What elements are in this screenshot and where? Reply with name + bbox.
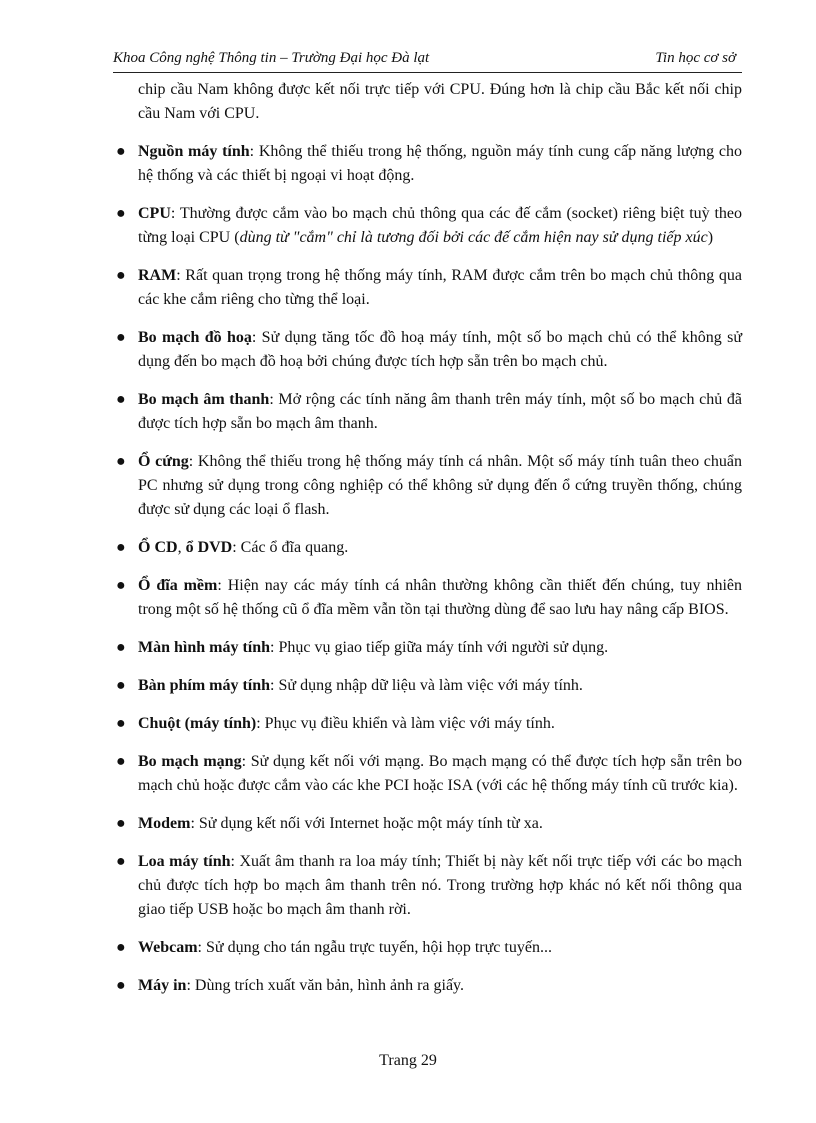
item-term: CPU <box>138 205 171 222</box>
item-desc: : Hiện nay các máy tính cá nhân thường không cần thiết đến chúng, tuy nhiên trong một số hệ thống cũ ổ đĩa mềm vẫn tồn tại thường dùng để sao lưu hay nâng cấp BIOS. <box>138 577 743 618</box>
continuation-paragraph: chip cầu Nam không được kết nối trực tiếp với CPU. Đúng hơn là chip cầu Bắc kết nối chip cầu Nam với CPU. <box>138 81 742 122</box>
item-term: Loa máy tính <box>138 853 231 870</box>
component-list <box>113 140 742 998</box>
bullet-icon: ● <box>116 391 126 408</box>
list-item <box>113 636 742 660</box>
list-item <box>113 936 742 960</box>
list-item <box>113 536 742 560</box>
bullet-icon: ● <box>116 815 126 832</box>
list-item <box>113 750 742 798</box>
item-sep: , <box>177 539 186 556</box>
item-term: Bàn phím máy tính <box>138 677 271 694</box>
item-desc: : Sử dụng cho tán ngẫu trực tuyến, hội họp trực tuyến... <box>197 939 552 956</box>
item-term: RAM <box>138 267 177 284</box>
item-desc: : Thường được cắm vào bo mạch chủ thông qua các đế cắm (socket) riêng biệt tuỳ theo từng loại CPU ( <box>138 205 742 246</box>
item-desc: : Rất quan trọng trong hệ thống máy tính, RAM được cắm trên bo mạch chủ thông qua các khe cắm riêng cho từng thể loại. <box>138 267 742 308</box>
item-term: Modem <box>138 815 191 832</box>
list-item <box>113 674 742 698</box>
list-item <box>113 326 742 374</box>
item-note: dùng từ "cắm" chỉ là tương đối bởi các đế cắm hiện nay sử dụng tiếp xúc <box>239 229 708 246</box>
bullet-icon: ● <box>116 143 126 160</box>
item-desc: : Phục vụ giao tiếp giữa máy tính với người sử dụng. <box>270 639 609 656</box>
item-term: Nguồn máy tính <box>138 143 250 160</box>
list-item <box>113 388 742 436</box>
page-body <box>113 78 742 1012</box>
bullet-icon: ● <box>116 715 126 732</box>
item-desc: : Các ổ đĩa quang. <box>232 539 349 556</box>
item-term: Chuột (máy tính) <box>138 715 257 732</box>
list-item <box>113 450 742 522</box>
list-item <box>113 574 742 622</box>
item-term: Màn hình máy tính <box>138 639 271 656</box>
header-institution: Khoa Công nghệ Thông tin – Trường Đại học Đà lạt <box>113 50 430 66</box>
list-item <box>113 264 742 312</box>
header-course: Tin học cơ sở <box>655 50 736 66</box>
item-term: Ổ CD <box>138 539 178 556</box>
item-term-2: ổ DVD <box>185 539 233 556</box>
bullet-icon: ● <box>116 329 126 346</box>
item-desc: : Sử dụng kết nối với Internet hoặc một máy tính từ xa. <box>190 815 543 832</box>
item-desc: : Sử dụng kết nối với mạng. Bo mạch mạng có thể được tích hợp sẵn trên bo mạch chủ hoặc được cắm vào các khe PCI hoặc ISA (với các hệ thống máy tính cũ trước kia). <box>138 753 742 794</box>
bullet-icon: ● <box>116 853 126 870</box>
item-term: Webcam <box>138 939 198 956</box>
bullet-icon: ● <box>116 939 126 956</box>
bullet-icon: ● <box>116 639 126 656</box>
item-term: Ổ đĩa mềm <box>138 577 218 594</box>
item-desc: : Dùng trích xuất văn bản, hình ảnh ra giấy. <box>186 977 465 994</box>
item-desc: : Sử dụng nhập dữ liệu và làm việc với máy tính. <box>270 677 583 694</box>
bullet-icon: ● <box>116 753 126 770</box>
bullet-icon: ● <box>116 577 126 594</box>
item-desc: : Không thể thiếu trong hệ thống, nguồn máy tính cung cấp năng lượng cho hệ thống và các thiết bị ngoại vi hoạt động. <box>138 143 742 184</box>
bullet-icon: ● <box>116 267 126 284</box>
item-desc: : Mở rộng các tính năng âm thanh trên máy tính, một số bo mạch chủ đã được tích hợp sẵn bo mạch âm thanh. <box>138 391 742 432</box>
list-item <box>113 140 742 188</box>
list-item <box>113 812 742 836</box>
item-term: Bo mạch âm thanh <box>138 391 270 408</box>
item-term: Ổ cứng <box>138 453 189 470</box>
list-item <box>113 850 742 922</box>
bullet-icon: ● <box>116 205 126 222</box>
item-desc: : Phục vụ điều khiển và làm việc với máy tính. <box>256 715 555 732</box>
page-header <box>113 48 742 73</box>
list-item <box>113 202 742 250</box>
item-desc: : Không thể thiếu trong hệ thống máy tính cá nhân. Một số máy tính tuân theo chuẩn PC nhưng sử dụng trong công nghiệp có thể không sử dụng đến ổ cứng truyền thống, chúng được sử dụng các loại ổ flash. <box>138 453 743 518</box>
bullet-icon: ● <box>116 677 126 694</box>
bullet-icon: ● <box>116 977 126 994</box>
bullet-icon: ● <box>116 453 126 470</box>
item-desc-end: ) <box>707 229 714 246</box>
page-number: Trang 29 <box>379 1052 437 1069</box>
list-item <box>113 974 742 998</box>
item-desc: : Xuất âm thanh ra loa máy tính; Thiết bị này kết nối trực tiếp với các bo mạch chủ được tích hợp bo mạch âm thanh trên nó. Trong trường hợp khác nó kết nối thông qua giao tiếp USB hoặc bo mạch âm thanh rời. <box>138 853 742 918</box>
item-term: Bo mạch mạng <box>138 753 242 770</box>
item-term: Bo mạch đồ hoạ <box>138 329 252 346</box>
list-item <box>113 712 742 736</box>
item-term: Máy in <box>138 977 187 994</box>
bullet-icon: ● <box>116 539 126 556</box>
item-desc: : Sử dụng tăng tốc đồ hoạ máy tính, một số bo mạch chủ có thể không sử dụng đến bo mạch đồ hoạ bởi chúng được tích hợp sẵn trên bo mạch chủ. <box>138 329 743 370</box>
